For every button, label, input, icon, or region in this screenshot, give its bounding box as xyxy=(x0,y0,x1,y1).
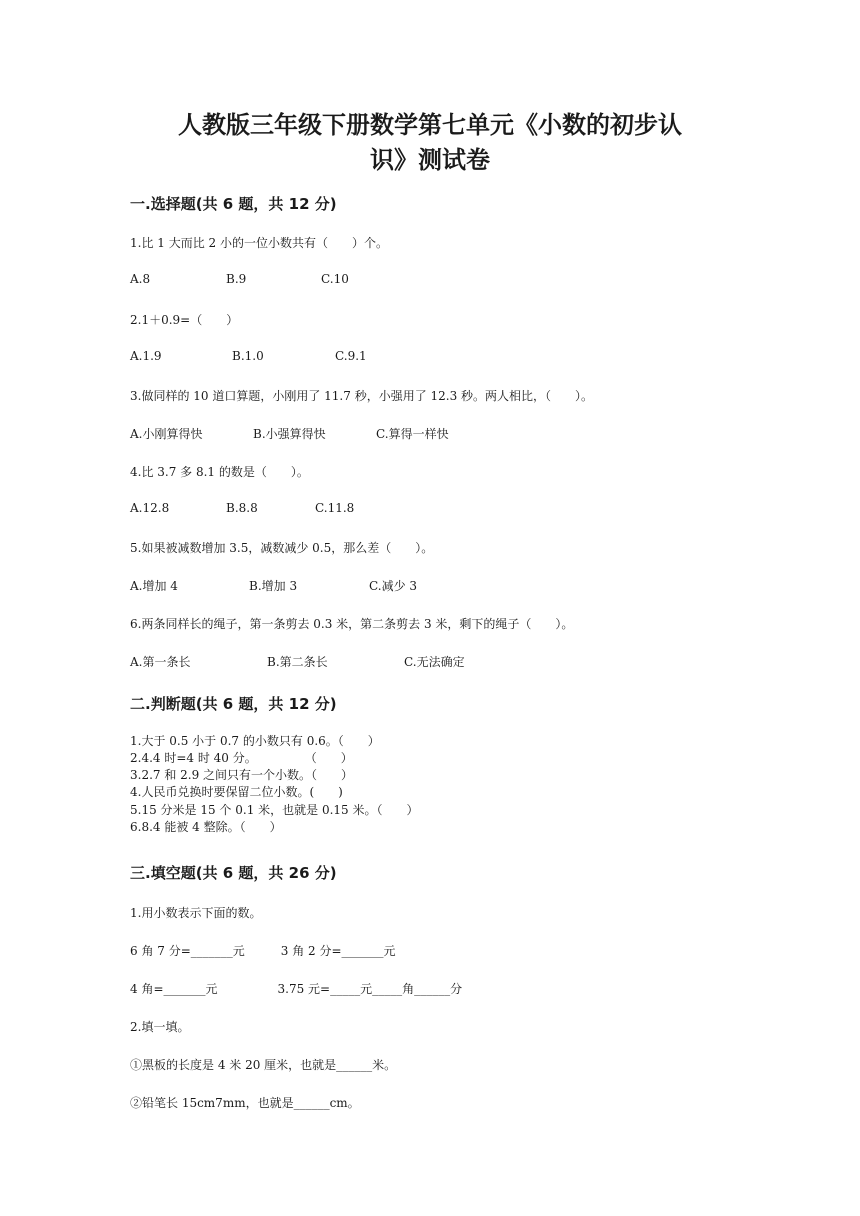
fill-in-line: 6 角 7 分=_______元 3 角 2 分=_______元 xyxy=(130,944,396,958)
option-a: A.第一条长 xyxy=(130,655,191,669)
title-line-1: 人教版三年级下册数学第七单元《小数的初步认 xyxy=(178,111,682,139)
option-c: C.11.8 xyxy=(315,501,355,515)
option-c: C.减少 3 xyxy=(369,579,418,593)
question-stem: 2.填一填。 xyxy=(130,1020,190,1034)
question-stem: 4.比 3.7 多 8.1 的数是（ ）。 xyxy=(130,465,309,479)
option-a: A.小刚算得快 xyxy=(130,427,203,441)
fill-in-line: ①黑板的长度是 4 米 20 厘米，也就是______米。 xyxy=(130,1058,397,1072)
option-c: C.9.1 xyxy=(335,349,367,363)
section-heading-choice: 一.选择题(共 6 题，共 12 分) xyxy=(130,195,337,213)
title-line-2: 识》测试卷 xyxy=(370,146,490,174)
judgement-item: 4.人民币兑换时要保留二位小数。( ) xyxy=(130,785,343,799)
question-stem: 6.两条同样长的绳子，第一条剪去 0.3 米，第二条剪去 3 米，剩下的绳子（ ）。 xyxy=(130,617,574,631)
option-a: A.8 xyxy=(130,272,151,286)
judgement-item: 5.15 分米是 15 个 0.1 米，也就是 0.15 米。（ ） xyxy=(130,803,419,817)
judgement-item: 2.4.4 时=4 时 40 分。 （ ） xyxy=(130,751,353,765)
option-b: B.1.0 xyxy=(232,349,264,363)
fill-in-line: 4 角=_______元 3.75 元=_____元_____角______分 xyxy=(130,982,463,996)
question-stem: 1.用小数表示下面的数。 xyxy=(130,906,262,920)
option-b: B.第二条长 xyxy=(267,655,328,669)
option-c: C.算得一样快 xyxy=(376,427,449,441)
judgement-item: 1.大于 0.5 小于 0.7 的小数只有 0.6。（ ） xyxy=(130,734,380,748)
option-b: B.增加 3 xyxy=(249,579,298,593)
fill-in-line: ②铅笔长 15cm7mm，也就是______cm。 xyxy=(130,1096,360,1110)
judgement-item: 6.8.4 能被 4 整除。（ ） xyxy=(130,820,282,834)
option-b: B.8.8 xyxy=(226,501,258,515)
option-c: C.10 xyxy=(321,272,349,286)
question-stem: 1.比 1 大而比 2 小的一位小数共有（ ）个。 xyxy=(130,236,388,250)
question-stem: 3.做同样的 10 道口算题，小刚用了 11.7 秒，小强用了 12.3 秒。两人相比，（ ）。 xyxy=(130,389,594,403)
option-a: A.增加 4 xyxy=(130,579,178,593)
option-a: A.1.9 xyxy=(130,349,162,363)
option-b: B.9 xyxy=(226,272,247,286)
judgement-item: 3.2.7 和 2.9 之间只有一个小数。（ ） xyxy=(130,768,354,782)
question-stem: 5.如果被减数增加 3.5，减数减少 0.5，那么差（ ）。 xyxy=(130,541,434,555)
question-stem: 2.1＋0.9=（ ） xyxy=(130,313,239,327)
section-heading-judgement: 二.判断题(共 6 题，共 12 分) xyxy=(130,695,337,713)
page-title xyxy=(130,108,730,178)
option-c: C.无法确定 xyxy=(404,655,465,669)
option-b: B.小强算得快 xyxy=(253,427,326,441)
option-a: A.12.8 xyxy=(130,501,170,515)
section-heading-fill-in: 三.填空题(共 6 题，共 26 分) xyxy=(130,864,337,882)
